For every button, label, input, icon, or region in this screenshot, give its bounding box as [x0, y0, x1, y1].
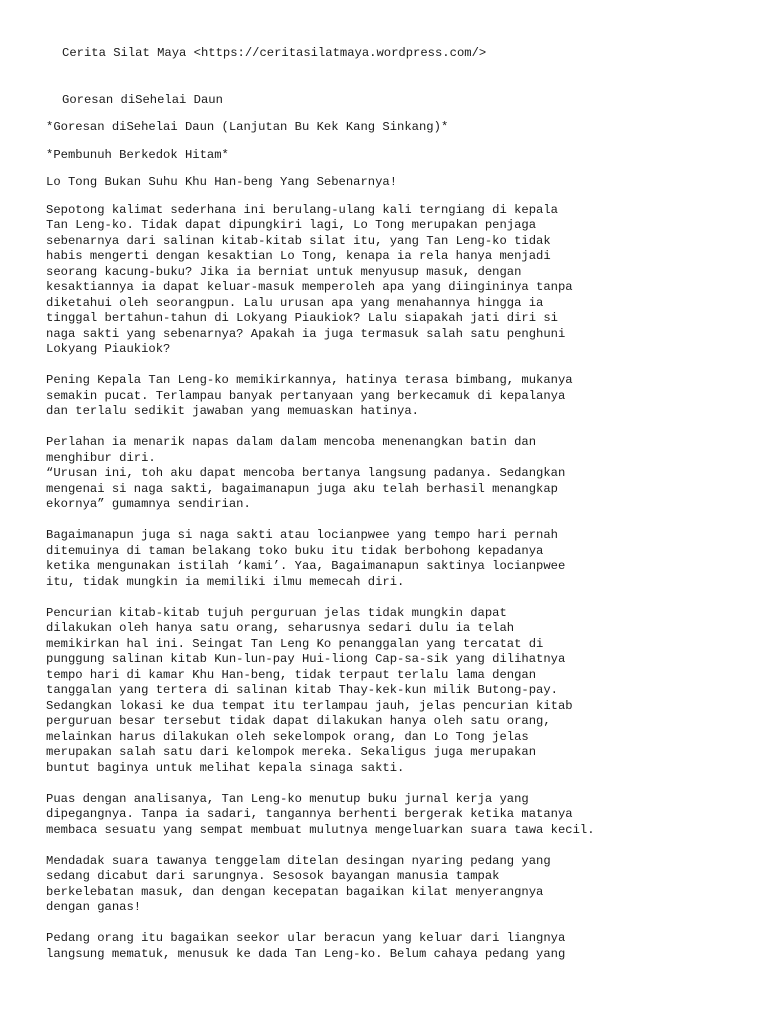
paragraph-line: merupakan salah satu dari kelompok mereka. Sekaligus juga merupakan: [46, 745, 537, 759]
story-title: Goresan diSehelai Daun: [62, 92, 223, 107]
paragraph-line: semakin pucat. Terlampau banyak pertanyaan yang berkecamuk di kepalanya: [46, 388, 566, 403]
paragraph-line: berkelebatan masuk, dan dengan kecepatan bagaikan kilat menyerangnya: [46, 884, 544, 899]
paragraph-line: perguruan besar tersebut tidak dapat dilakukan hanya oleh satu orang,: [46, 714, 551, 728]
paragraph: [46, 854, 746, 916]
paragraph-line: dan terlalu sedikit jawaban yang memuaskan hatinya.: [46, 404, 419, 418]
paragraph-line: Sepotong kalimat sederhana ini berulang-ulang kali terngiang di kepala: [46, 202, 558, 217]
paragraph-line: dengan ganas!: [46, 900, 142, 914]
series-title: *Goresan diSehelai Daun (Lanjutan Bu Kek Kang Sinkang)*: [46, 120, 449, 134]
paragraph-line: Tan Leng-ko. Tidak dapat dipungkiri lagi, Lo Tong merupakan penjaga: [46, 218, 537, 232]
paragraph-line: Pening Kepala Tan Leng-ko memikirkannya, hatinya terasa bimbang, mukanya: [46, 373, 573, 387]
paragraph-line: diketahui oleh seorangpun. Lalu urusan apa yang menahannya hingga ia: [46, 295, 544, 310]
paragraph-line: seorang kacung-buku? Jika ia berniat untuk menyusup masuk, dengan: [46, 264, 522, 279]
paragraph-line: ditemuinya di taman belakang toko buku itu tidak berbohong kepadanya: [46, 543, 544, 558]
opening-line: Lo Tong Bukan Suhu Khu Han-beng Yang Sebenarnya!: [46, 175, 398, 189]
paragraph-line: tanggalan yang tertera di salinan kitab Thay-kek-kun milik Butong-pay.: [46, 683, 558, 697]
paragraph-line: Puas dengan analisanya, Tan Leng-ko menutup buku jurnal kerja yang: [46, 791, 529, 806]
paragraph-line: naga sakti yang sebenarnya? Apakah ia juga termasuk salah satu penghuni: [46, 326, 566, 341]
paragraph: [46, 528, 746, 590]
paragraph-line: tempo hari di kamar Khu Han-beng, tidak terpaut terlalu lama dengan: [46, 667, 537, 682]
paragraph-line: Pedang orang itu bagaikan seekor ular beracun yang keluar dari liangnya: [46, 931, 566, 945]
paragraph-line: melainkan harus dilakukan oleh sekelompok orang, dan Lo Tong jelas: [46, 729, 529, 744]
paragraph-line: menghibur diri.: [46, 450, 156, 465]
paragraph: [46, 931, 746, 962]
paragraph-line: ekornya” gumamnya sendirian.: [46, 497, 251, 511]
chapter-title: *Pembunuh Berkedok Hitam*: [46, 147, 229, 162]
paragraph-line: punggung salinan kitab Kun-lun-pay Hui-liong Cap-sa-sik yang dilihatnya: [46, 652, 566, 666]
paragraph-line: dipegangnya. Tanpa ia sadari, tangannya berhenti bergerak ketika matanya: [46, 807, 573, 821]
paragraph-line: Pencurian kitab-kitab tujuh perguruan jelas tidak mungkin dapat: [46, 605, 507, 620]
paragraph-line: langsung mematuk, menusuk ke dada Tan Leng-ko. Belum cahaya pedang yang: [46, 946, 566, 961]
paragraph-line: dilakukan oleh hanya satu orang, seharusnya sedari dulu ia telah: [46, 621, 515, 635]
paragraph-line: “Urusan ini, toh aku dapat mencoba bertanya langsung padanya. Sedangkan: [46, 466, 566, 480]
paragraph-line: buntut baginya untuk melihat kepala sinaga sakti.: [46, 760, 405, 775]
paragraph: [46, 792, 746, 839]
paragraph-line: Mendadak suara tawanya tenggelam ditelan desingan nyaring pedang yang: [46, 853, 551, 868]
site-header-line: Cerita Silat Maya <https://ceritasilatmaya.wordpress.com/>: [62, 46, 487, 60]
paragraph-line: ketika mengunakan istilah ‘kami’. Yaa, Bagaimanapun saktinya locianpwee: [46, 559, 566, 573]
paragraph-line: tinggal bertahun-tahun di Lokyang Piaukiok? Lalu siapakah jati diri si: [46, 311, 558, 325]
paragraph-line: Lokyang Piaukiok?: [46, 342, 171, 356]
paragraph-line: kesaktiannya ia dapat keluar-masuk memperoleh apa yang diingininya tanpa: [46, 280, 573, 294]
story-paragraphs: [46, 203, 746, 963]
paragraph-line: mengenai si naga sakti, bagaimanapun juga aku telah berhasil menangkap: [46, 481, 558, 496]
paragraph: [46, 373, 746, 420]
paragraph-line: memikirkan hal ini. Seingat Tan Leng Ko penanggalan yang tercatat di: [46, 636, 544, 651]
paragraph-line: Sedangkan lokasi ke dua tempat itu terlampau jauh, jelas pencurian kitab: [46, 698, 573, 713]
paragraph: [46, 435, 746, 513]
paragraph-line: itu, tidak mungkin ia memiliki ilmu memecah diri.: [46, 574, 405, 589]
paragraph: [46, 203, 746, 358]
paragraph-line: Perlahan ia menarik napas dalam dalam mencoba menenangkan batin dan: [46, 435, 537, 449]
paragraph-line: sebenarnya dari salinan kitab-kitab silat itu, yang Tan Leng-ko tidak: [46, 233, 551, 248]
paragraph-line: Bagaimanapun juga si naga sakti atau locianpwee yang tempo hari pernah: [46, 528, 558, 542]
paragraph: [46, 606, 746, 777]
paragraph-line: membaca sesuatu yang sempat membuat mulutnya mengeluarkan suara tawa kecil.: [46, 822, 595, 837]
paragraph-line: habis mengerti dengan kesaktian Lo Tong, kenapa ia rela hanya menjadi: [46, 249, 551, 263]
document-body: [46, 46, 746, 962]
paragraph-line: sedang dicabut dari sarungnya. Sesosok bayangan manusia tampak: [46, 869, 500, 883]
